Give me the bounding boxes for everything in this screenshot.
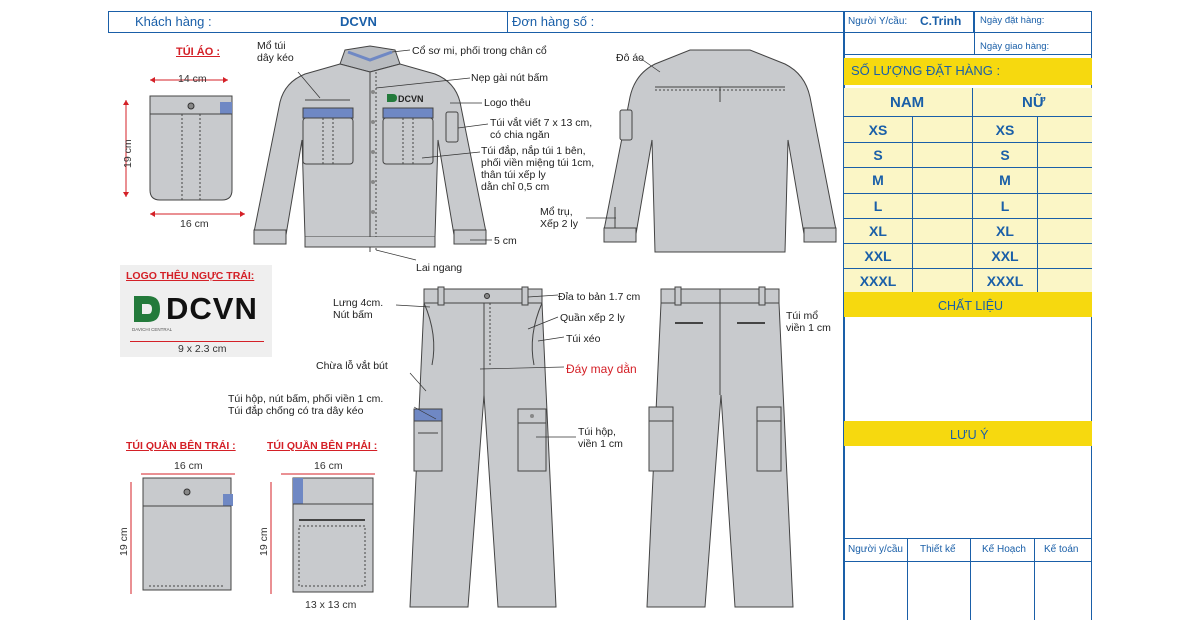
qty-female-xxxl[interactable] <box>1038 268 1092 293</box>
left-pant-pocket-width: 16 cm <box>174 460 203 472</box>
signature-divider-3 <box>1034 538 1035 620</box>
size-female-l: L <box>1000 197 1010 214</box>
annot-pen-slot: Chừa lỗ vắt bút <box>316 360 388 372</box>
annot-cargo-left: Túi hộp, nút bấm, phối viền 1 cm. Túi đắp chống có tra dây kéo <box>228 393 384 417</box>
annot-sleeve-cuff: Mổ trụ, Xếp 2 ly <box>540 206 578 230</box>
female-label: NỮ <box>1022 94 1046 111</box>
size-female-xs: XS <box>995 122 1015 138</box>
annot-yoke: Đô áo <box>616 52 645 64</box>
size-female-s: S <box>1000 147 1010 164</box>
note-label: LƯU Ý <box>950 428 989 442</box>
qty-male-l[interactable] <box>913 193 971 218</box>
logo-brand: DCVN <box>166 291 258 326</box>
header-divider <box>507 11 508 33</box>
signature-designer: Thiết kế <box>920 544 956 555</box>
size-female-xxl: XXL <box>991 248 1019 264</box>
right-pant-pocket-width: 16 cm <box>314 460 343 472</box>
annot-cargo-right: Túi hộp, viền 1 cm <box>578 426 623 450</box>
shirt-pocket-title: TÚI ÁO : <box>176 46 220 58</box>
size-male-xs: XS <box>868 122 888 138</box>
shirt-pocket-drawing <box>120 62 250 242</box>
delivery-date-cell <box>843 33 1092 55</box>
signature-requester: Người y/cầu <box>848 544 903 555</box>
size-male-xxxl: XXXL <box>859 273 897 290</box>
size-female-xxxl: XXXL <box>986 273 1024 290</box>
annot-collar: Cổ sơ mi, phối trong chân cổ <box>412 45 547 57</box>
size-female-xl: XL <box>996 222 1014 239</box>
order-date-label: Ngày đặt hàng: <box>980 15 1045 26</box>
annot-seam: Đáy may dằn <box>566 362 637 376</box>
qty-female-xxl[interactable] <box>1038 243 1092 268</box>
signature-planning: Kế Hoạch <box>982 544 1026 555</box>
size-male-xl: XL <box>869 222 887 239</box>
logo-sub: DAVICHI CENTRAL <box>132 327 173 332</box>
delivery-date-label: Ngày giao hàng: <box>980 41 1050 52</box>
right-pant-pocket-drawing <box>265 470 385 600</box>
signature-divider-2 <box>970 538 971 620</box>
qty-male-xxl[interactable] <box>913 243 971 268</box>
customer-label: Khách hàng : <box>135 14 212 29</box>
order-number-label: Đơn hàng số : <box>512 14 595 29</box>
logo-title: LOGO THÊU NGỰC TRÁI: <box>126 270 255 282</box>
shirt-leader-lines <box>250 40 510 270</box>
annot-cuff: 5 cm <box>494 235 517 247</box>
annot-belt-loop: Đỉa to bản 1.7 cm <box>558 291 641 303</box>
pants-leader-lines <box>380 285 580 455</box>
logo-size: 9 x 2.3 cm <box>178 343 227 355</box>
annot-waist: Lưng 4cm. Nút bấm <box>333 297 384 321</box>
size-male-xxl: XXL <box>864 248 892 264</box>
shirt-back-leader-lines <box>560 50 680 240</box>
qty-female-xl[interactable] <box>1038 218 1092 243</box>
annot-chest-pocket: Túi đắp, nắp túi 1 bên, phối viền miệng túi 1cm, thân túi xếp ly dằn chỉ 0,5 cm <box>481 145 595 193</box>
qty-male-xs[interactable] <box>913 117 971 142</box>
left-pant-pocket-title: TÚI QUẦN BÊN TRÁI : <box>126 440 236 452</box>
shirt-pocket-bottom-width: 16 cm <box>180 218 209 230</box>
pants-back-drawing <box>645 285 795 610</box>
annot-placket: Nẹp gài nút bấm <box>471 72 549 84</box>
signature-divider-1 <box>907 538 908 620</box>
shirt-logo-text: DCVN <box>398 94 424 104</box>
signature-accounting: Kế toán <box>1044 544 1079 555</box>
qty-female-s[interactable] <box>1038 142 1092 167</box>
quantity-title: SỐ LƯỢNG ĐẶT HÀNG : <box>851 63 1001 78</box>
right-pant-pocket-height: 19 cm <box>258 527 270 556</box>
male-label: NAM <box>890 94 925 111</box>
annot-zip-pocket: Mổ túi dây kéo <box>257 40 294 64</box>
size-male-s: S <box>873 147 883 164</box>
annot-pleat: Quần xếp 2 ly <box>560 312 625 324</box>
size-male-m: M <box>872 172 884 189</box>
signature-header-line <box>844 561 1092 562</box>
requester-value: C.Trinh <box>920 14 962 28</box>
requester-label: Người Y/cầu: <box>848 16 908 27</box>
right-pant-pocket-title: TÚI QUẦN BÊN PHẢI : <box>267 440 378 452</box>
material-area[interactable] <box>844 317 1092 421</box>
left-pant-pocket-height: 19 cm <box>118 527 130 556</box>
note-area[interactable] <box>844 446 1092 538</box>
annot-hem: Lai ngang <box>416 262 463 274</box>
qty-male-xl[interactable] <box>913 218 971 243</box>
size-female-m: M <box>999 172 1011 189</box>
qty-female-m[interactable] <box>1038 167 1092 192</box>
shirt-pocket-height: 19 cm <box>122 139 134 168</box>
customer-value: DCVN <box>340 14 377 29</box>
shirt-pocket-top-width: 14 cm <box>178 73 207 85</box>
size-male-l: L <box>873 197 883 214</box>
qty-male-xxxl[interactable] <box>913 268 971 293</box>
annot-logo: Logo thêu <box>484 97 531 109</box>
logo-mark-icon <box>130 292 164 326</box>
annot-slant-pocket: Túi xéo <box>566 333 601 345</box>
delivery-divider <box>974 11 975 55</box>
qty-male-m[interactable] <box>913 167 971 192</box>
right-pant-pocket-inner: 13 x 13 cm <box>305 599 357 611</box>
annot-back-pocket: Túi mổ viền 1 cm <box>786 310 831 334</box>
logo-dim-line <box>130 341 264 342</box>
qty-male-s[interactable] <box>913 142 971 167</box>
left-pant-pocket-drawing <box>125 470 245 600</box>
qty-female-xs[interactable] <box>1038 117 1092 142</box>
annot-pen-pocket: Túi vắt viết 7 x 13 cm, có chia ngăn <box>490 117 593 141</box>
qty-female-l[interactable] <box>1038 193 1092 218</box>
material-label: CHẤT LIỆU <box>938 299 1004 313</box>
